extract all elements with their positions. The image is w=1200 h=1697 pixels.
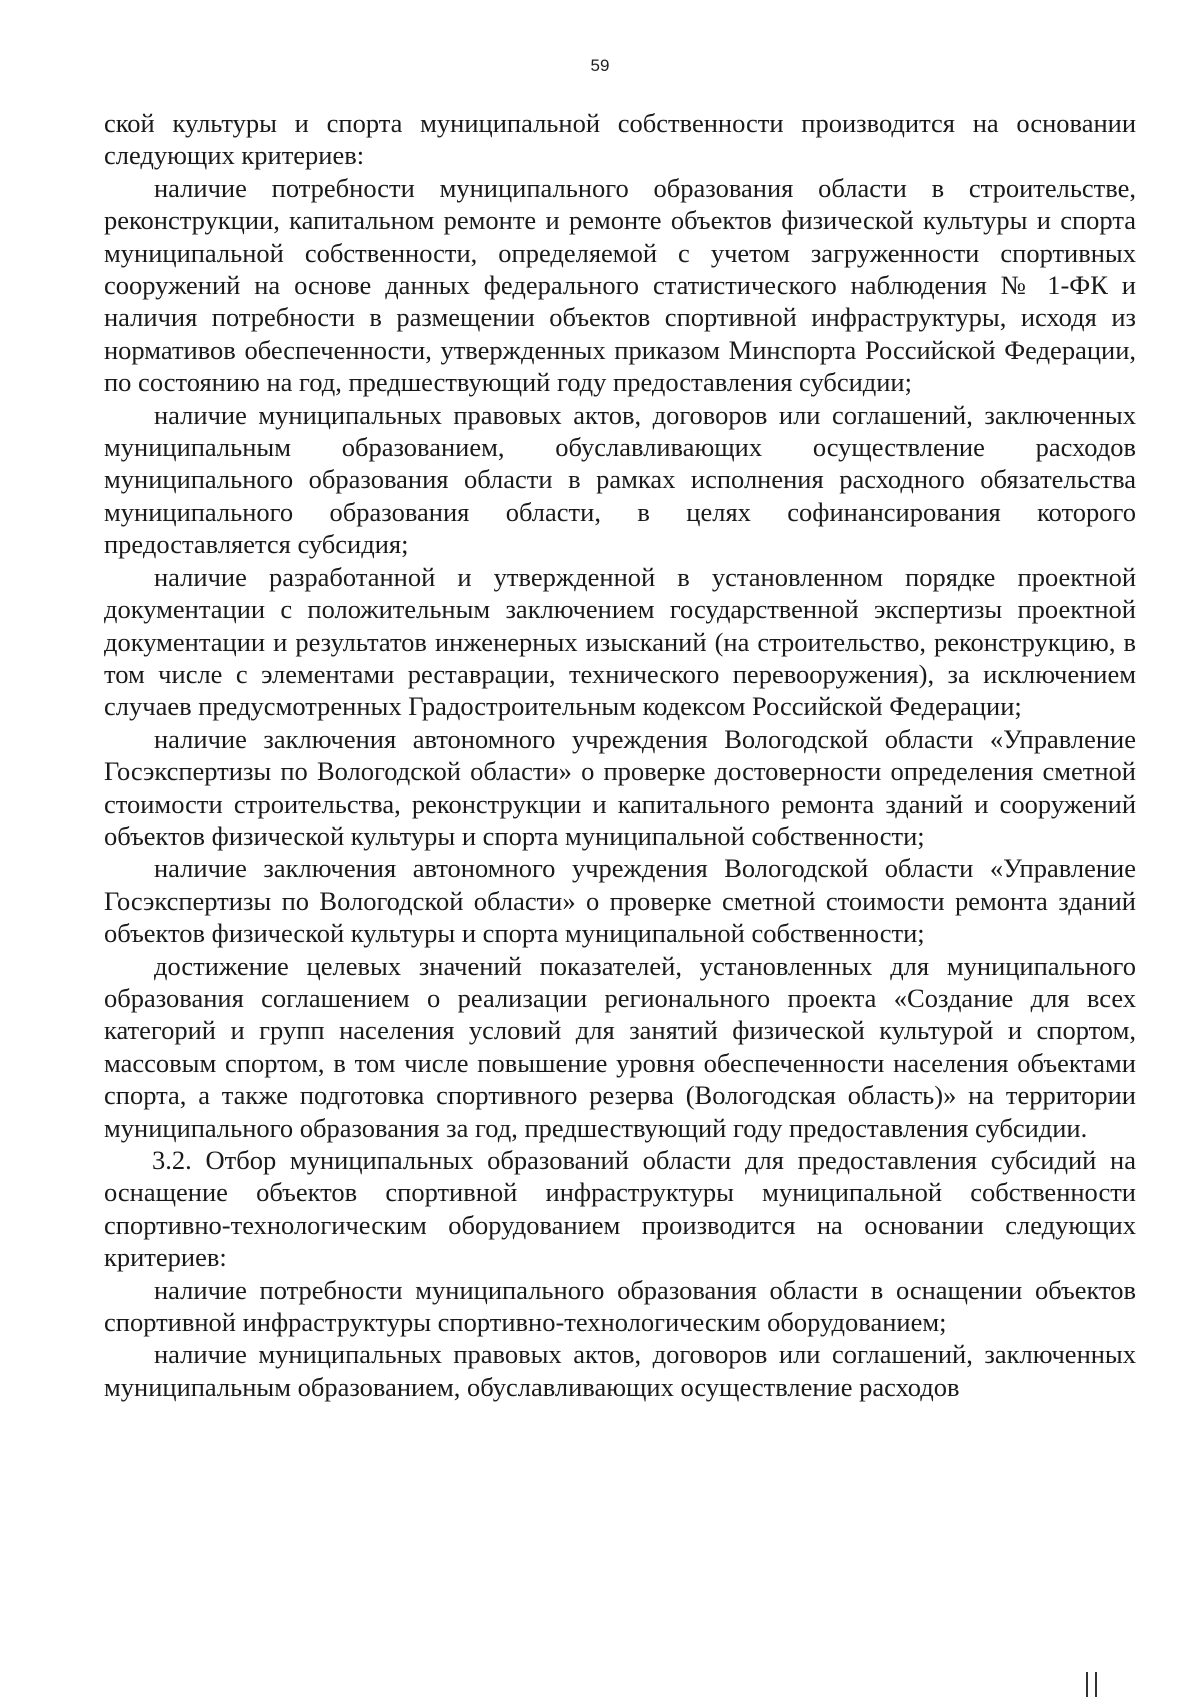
scan-edge-marks (1086, 1672, 1098, 1697)
paragraph-criterion-legal-acts: наличие муниципальных правовых актов, договоров или соглашений, заключенных муниципальным образованием, обуславливающих осуществление расходов муниципального образования области в рамках исполнения расходного обязательства муниципального образования области, в целях софинансирования которого предоставляется субсидия; (104, 399, 1136, 560)
paragraph-section-3-2: 3.2. Отбор муниципальных образований области для предоставления субсидий на оснащение объектов спортивной инфраструктуры муниципальной собственности спортивно-технологическим оборудованием производится на основании следующих критериев: (104, 1145, 1136, 1273)
paragraph-criterion-need-construction: наличие потребности муниципального образования области в строительстве, реконструкции, капитальном ремонте и ремонте объектов физической культуры и спорта муниципальной собственности, определяемой с учетом загруженности спортивных сооружений на основе данных федерального статистического наблюдения № 1-ФК и наличия потребности в размещении объектов спортивной инфраструктуры, исходя из нормативов обеспеченности, утвержденных приказом Минспорта Российской Федерации, по состоянию на год, предшествующий году предоставления субсидии; (104, 172, 1136, 398)
paragraph-criterion-target-indicators: достижение целевых значений показателей, установленных для муниципального образования соглашением о реализации регионального проекта «Создание для всех категорий и групп населения условий для занятий физической культурой и спортом, массовым спортом, в том числе повышение уровня обеспеченности населения объектами спорта, а также подготовка спортивного резерва (Вологодская область)» на территории муниципального образования за год, предшествующий году предоставления субсидии. (104, 950, 1136, 1143)
document-body (104, 107, 1136, 1403)
paragraph-criterion-estimate-reliability: наличие заключения автономного учреждения Вологодской области «Управление Госэкспертизы по Вологодской области» о проверке достоверности определения сметной стоимости строительства, реконструкции и капитального ремонта зданий и сооружений объектов физической культуры и спорта муниципальной собственности; (104, 723, 1136, 851)
page-number: 59 (590, 56, 610, 75)
paragraph-criterion-legal-acts-equipment: наличие муниципальных правовых актов, договоров или соглашений, заключенных муниципальным образованием, обуславливающих осуществление расходов (104, 1339, 1136, 1402)
paragraph-criterion-repair-estimate: наличие заключения автономного учреждения Вологодской области «Управление Госэкспертизы по Вологодской области» о проверке сметной стоимости ремонта зданий объектов физической культуры и спорта муниципальной собственности; (104, 853, 1136, 949)
paragraph-criterion-equipment-need: наличие потребности муниципального образования области в оснащении объектов спортивной инфраструктуры спортивно-технологическим оборудованием; (104, 1274, 1136, 1338)
paragraph-criterion-project-documentation: наличие разработанной и утвержденной в установленном порядке проектной документации с положительным заключением государственной экспертизы проектной документации и результатов инженерных изысканий (на строительство, реконструкцию, в том числе с элементами реставрации, технического перевооружения), за исключением случаев предусмотренных Градостроительным кодексом Российской Федерации; (104, 561, 1136, 722)
paragraph-continuation: ской культуры и спорта муниципальной собственности производится на основании следующих критериев: (104, 108, 1136, 171)
